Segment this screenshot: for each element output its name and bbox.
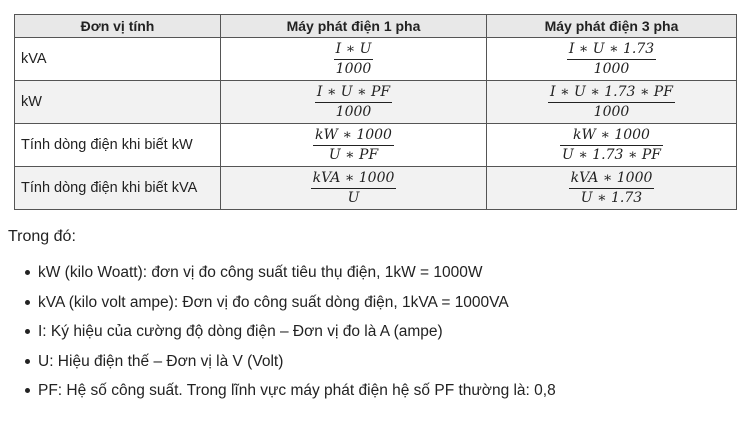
- row-label: Tính dòng điện khi biết kVA: [15, 167, 221, 210]
- numerator: kVA ∗ 1000: [570, 169, 653, 186]
- bullet-icon: [25, 329, 30, 334]
- fraction: [560, 127, 663, 164]
- list-item-text: PF: Hệ số công suất. Trong lĩnh vực máy phát điện hệ số PF thường là: 0,8: [38, 382, 556, 399]
- row-label: kW: [15, 81, 221, 124]
- fraction: [313, 127, 394, 164]
- table-row: [15, 167, 737, 210]
- fraction: [334, 41, 374, 78]
- formula-one-phase: [221, 38, 487, 81]
- formula-one-phase: [221, 167, 487, 210]
- header-one-phase: Máy phát điện 1 pha: [221, 15, 487, 38]
- formula-three-phase: [487, 81, 737, 124]
- fraction: [315, 84, 392, 121]
- numerator: I ∗ U ∗ 1.73: [568, 40, 655, 57]
- bullet-icon: [25, 300, 30, 305]
- intro-text: Trong đó:: [8, 228, 76, 245]
- list-item-text: I: Ký hiệu của cường độ dòng điện – Đơn vị đo là A (ampe): [38, 323, 443, 340]
- fraction: [569, 170, 655, 207]
- formula-three-phase: [487, 38, 737, 81]
- list-item-text: kVA (kilo volt ampe): Đơn vị đo công suất dòng điện, 1kVA = 1000VA: [38, 293, 509, 311]
- header-three-phase: Máy phát điện 3 pha: [487, 15, 737, 38]
- bullet-icon: [25, 270, 30, 275]
- denominator: 1000: [335, 60, 372, 77]
- fraction: [548, 84, 675, 121]
- list-item: [0, 258, 740, 288]
- formula-three-phase: [487, 167, 737, 210]
- formula-three-phase: [487, 124, 737, 167]
- numerator: I ∗ U: [335, 40, 372, 57]
- numerator: I ∗ U ∗ PF: [316, 83, 391, 100]
- row-label: Tính dòng điện khi biết kW: [15, 124, 221, 167]
- bullet-icon: [25, 388, 30, 393]
- bullet-icon: [25, 359, 30, 364]
- denominator: U ∗ PF: [328, 146, 379, 163]
- denominator: 1000: [335, 103, 372, 120]
- list-item: [0, 317, 740, 347]
- table-header-row: [15, 15, 737, 38]
- denominator: U: [347, 189, 360, 206]
- numerator: kW ∗ 1000: [573, 126, 650, 143]
- formula-table: [14, 14, 737, 210]
- denominator: 1000: [593, 103, 630, 120]
- table-row: [15, 38, 737, 81]
- denominator: U ∗ 1.73 ∗ PF: [562, 146, 661, 163]
- list-item-text: U: Hiệu điện thế – Đơn vị là V (Volt): [38, 352, 284, 370]
- list-item: [0, 376, 740, 406]
- numerator: kW ∗ 1000: [315, 126, 392, 143]
- list-item-text: kW (kilo Woatt): đơn vị đo công suất tiêu thụ điện, 1kW = 1000W: [38, 264, 483, 281]
- list-item: [0, 347, 740, 377]
- table-row: [15, 81, 737, 124]
- numerator: kVA ∗ 1000: [312, 169, 395, 186]
- row-label: kVA: [15, 38, 221, 81]
- numerator: I ∗ U ∗ 1.73 ∗ PF: [550, 83, 673, 100]
- definition-list: [0, 258, 740, 406]
- table-row: [15, 124, 737, 167]
- denominator: 1000: [593, 60, 630, 77]
- fraction: [311, 170, 397, 207]
- formula-one-phase: [221, 124, 487, 167]
- fraction: [567, 41, 656, 78]
- denominator: U ∗ 1.73: [580, 189, 643, 206]
- list-item: [0, 288, 740, 318]
- header-unit: Đơn vị tính: [15, 15, 221, 38]
- formula-one-phase: [221, 81, 487, 124]
